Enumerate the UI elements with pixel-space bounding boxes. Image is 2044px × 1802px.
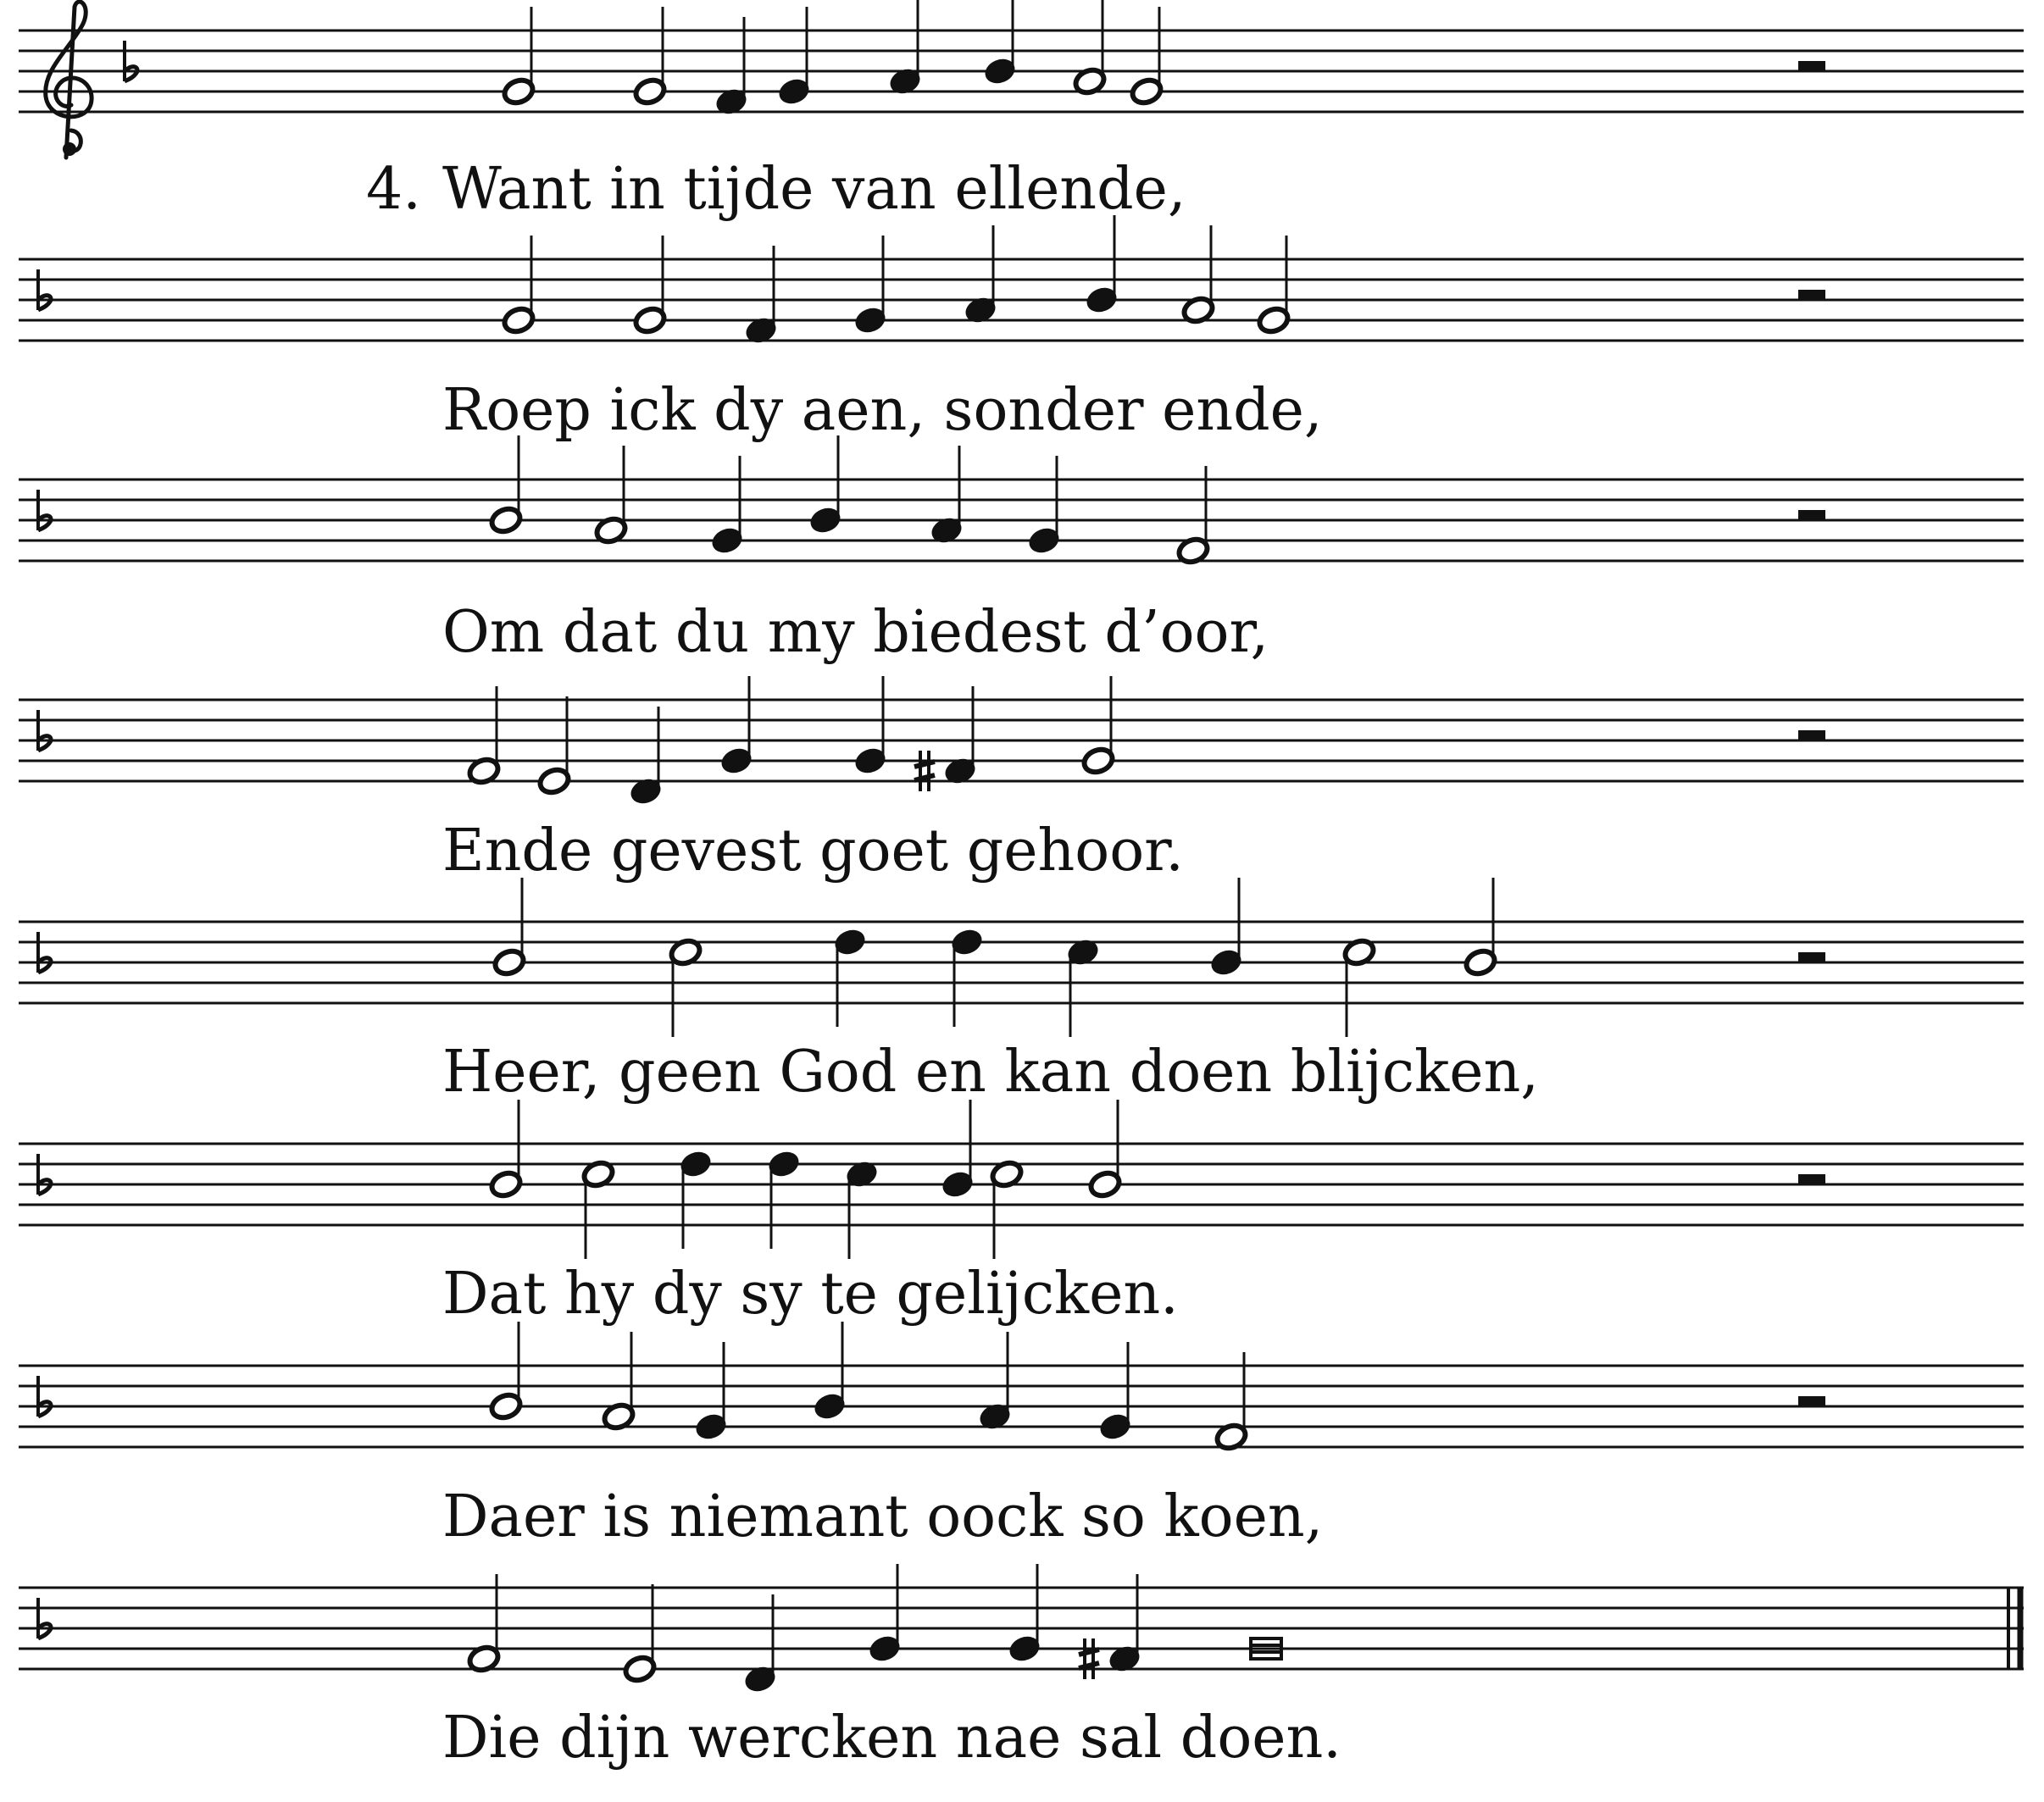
lyric-line-7: Daer is niemant oock so koen, [442, 1483, 1324, 1550]
lyric-line-4: Ende gevest goet gehoor. [442, 818, 1184, 884]
lyric-line-3: Om dat du my biedest d’oor, [442, 599, 1269, 666]
verse-number: 4. [366, 156, 421, 223]
flat-key-signature-icon [38, 710, 51, 751]
flat-key-signature-icon [38, 1598, 51, 1638]
flat-key-signature-icon [38, 932, 51, 973]
flat-key-signature-icon [38, 1376, 51, 1417]
lyric-line-1: Want in tijde van ellende, [442, 156, 1186, 223]
rest-6 [1798, 1174, 1825, 1184]
rest-2 [1798, 290, 1825, 300]
rest-4 [1798, 730, 1825, 740]
rest-3 [1798, 510, 1825, 520]
lyric-line-8: Die dijn wercken nae sal doen. [442, 1705, 1341, 1772]
lyric-line-5: Heer, geen God en kan doen blijcken, [442, 1039, 1539, 1106]
treble-clef-icon [46, 2, 92, 158]
flat-key-signature-icon [38, 1154, 51, 1195]
rest-7 [1798, 1396, 1825, 1406]
lyric-line-6: Dat hy dy sy te gelijcken. [442, 1261, 1179, 1328]
sharp-accidental-icon [1079, 1638, 1099, 1679]
rest-1 [1798, 61, 1825, 71]
flat-key-signature-icon [125, 41, 137, 81]
rest-5 [1798, 952, 1825, 962]
lyric-line-2: Roep ick dy aen, sonder ende, [442, 377, 1323, 444]
flat-key-signature-icon [38, 269, 51, 310]
sharp-accidental-icon [914, 751, 935, 791]
flat-key-signature-icon [38, 490, 51, 530]
